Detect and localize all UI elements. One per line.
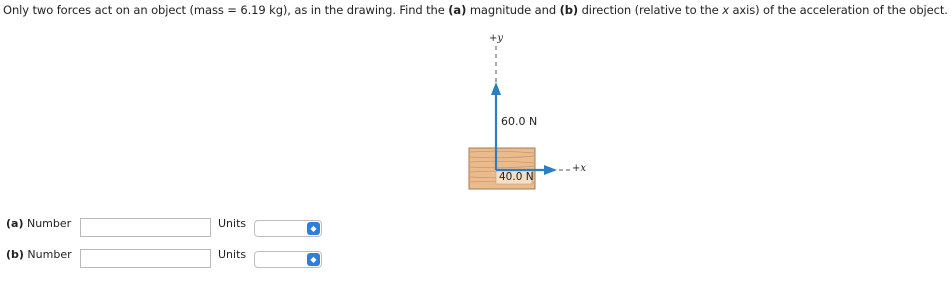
x-axis-label: +x bbox=[572, 163, 587, 174]
question-text: Only two forces act on an object (mass = 6.19 kg), as in the drawing. Find the (a) magnitude and (b) direction (relative to the x axis) of the acceleration of the object. bbox=[3, 3, 948, 17]
force-up-label: 60.0 N bbox=[501, 115, 538, 128]
answer-a-number-input[interactable] bbox=[80, 218, 211, 237]
answer-b-number-input[interactable] bbox=[80, 249, 211, 268]
select-arrows-icon: ◆ bbox=[307, 253, 320, 266]
answer-a-units-select[interactable] bbox=[254, 220, 322, 237]
force-right-arrowhead bbox=[544, 165, 557, 175]
answer-a-label: (a) Number bbox=[6, 217, 72, 230]
y-axis-label: +y bbox=[489, 33, 504, 44]
part-b-tag: (b) bbox=[559, 3, 579, 17]
force-right-label: 40.0 N bbox=[499, 171, 534, 183]
answer-b-label: (b) Number bbox=[6, 248, 72, 261]
answer-b-units-label: Units bbox=[218, 248, 247, 261]
answer-a-units-label: Units bbox=[218, 217, 247, 230]
force-up-arrowhead bbox=[491, 82, 501, 95]
part-a-tag: (a) bbox=[448, 3, 467, 17]
answer-b-units-select[interactable] bbox=[254, 251, 322, 268]
select-arrows-icon: ◆ bbox=[307, 222, 320, 235]
